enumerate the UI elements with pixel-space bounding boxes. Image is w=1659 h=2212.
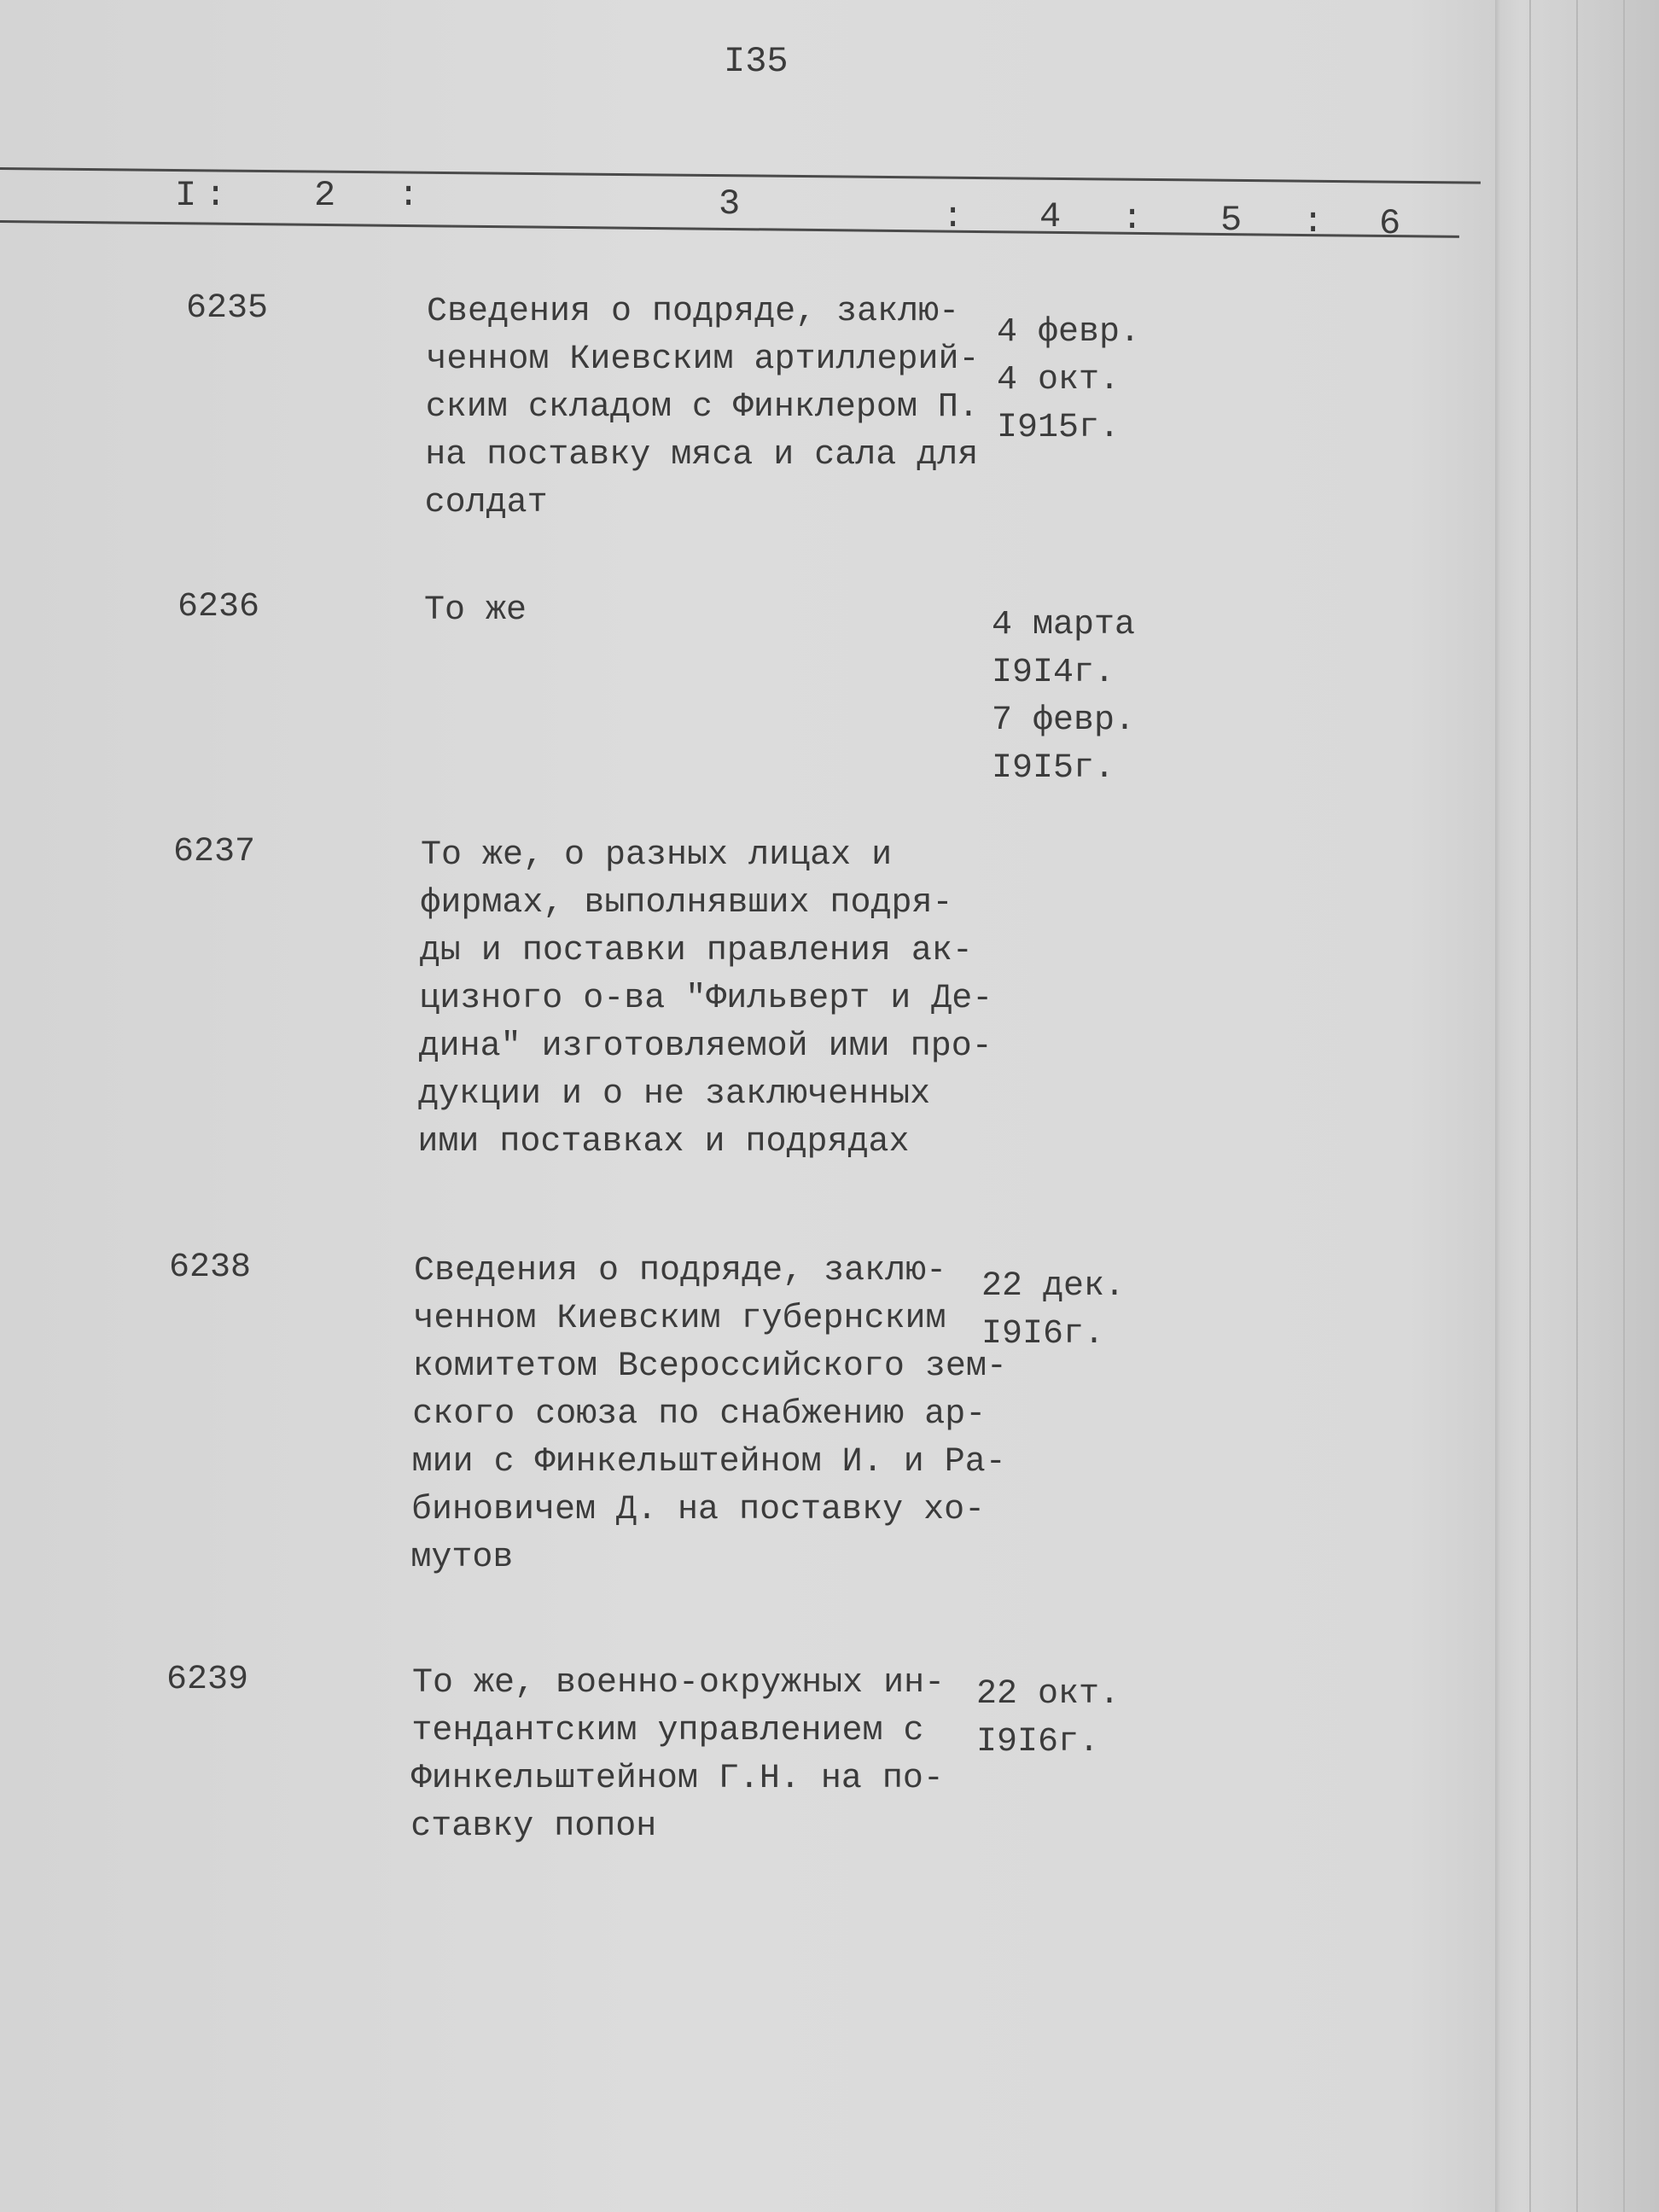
entry-description-line: комитетом Всероссийского зем- bbox=[412, 1348, 1007, 1386]
page-number: I35 bbox=[724, 41, 789, 82]
entry-description-line: То же bbox=[424, 591, 527, 630]
entry-description-line: мутов bbox=[410, 1539, 514, 1577]
entry-date-line: I9I6г. bbox=[981, 1315, 1105, 1353]
column-separator: : bbox=[205, 175, 227, 216]
entry-date-line: I915г. bbox=[997, 409, 1121, 447]
entry-description-line: То же, о разных лицах и bbox=[421, 836, 893, 875]
entry-date-line: 22 дек. bbox=[981, 1267, 1126, 1306]
page-edge-line bbox=[1529, 0, 1531, 2212]
entry-description-line: Финкельштейном Г.Н. на по- bbox=[410, 1760, 944, 1798]
entry-date-line: 7 февр. bbox=[992, 701, 1136, 740]
column-header-1: I bbox=[175, 175, 197, 216]
entry-description-line: солдат bbox=[424, 484, 548, 522]
entry-number: 6239 bbox=[166, 1661, 249, 1699]
entry-date-line: 4 окт. bbox=[997, 361, 1121, 399]
entry-date-line: I9I6г. bbox=[976, 1723, 1100, 1761]
entry-date-line: 4 февр. bbox=[997, 313, 1141, 352]
entry-description-line: ского союза по снабжению ар- bbox=[412, 1395, 987, 1434]
page-stack-edge bbox=[1495, 0, 1659, 2212]
entry-description-line: Сведения о подряде, заклю- bbox=[414, 1252, 947, 1290]
entry-description-line: ды и поставки правления ак- bbox=[419, 932, 973, 970]
entry-number: 6236 bbox=[178, 588, 260, 626]
entry-description-line: ченном Киевским артиллерий- bbox=[426, 341, 980, 379]
entry-description-line: дина" изготовляемой ими про- bbox=[418, 1027, 992, 1066]
column-header-3: 3 bbox=[719, 183, 741, 224]
entry-number: 6238 bbox=[169, 1249, 252, 1287]
entry-description-line: То же, военно-окружных ин- bbox=[412, 1664, 946, 1703]
entry-number: 6235 bbox=[186, 289, 269, 328]
column-separator: : bbox=[398, 175, 420, 216]
entry-description-line: фирмах, выполнявших подря- bbox=[420, 884, 953, 923]
entry-date-line: I9I5г. bbox=[992, 749, 1115, 788]
column-header-2: 2 bbox=[314, 175, 336, 216]
entry-date-line: I9I4г. bbox=[992, 654, 1115, 692]
column-header-5: 5 bbox=[1220, 200, 1243, 241]
entry-date-line: 4 марта bbox=[992, 606, 1136, 644]
entry-date-line: 22 окт. bbox=[976, 1675, 1121, 1714]
entry-description-line: цизного о-ва "Фильверт и Де- bbox=[419, 980, 993, 1018]
entry-description-line: ченном Киевским губернским bbox=[413, 1300, 946, 1338]
entry-description-line: дукции и о не заключенных bbox=[418, 1075, 931, 1114]
entry-description-line: ими поставках и подрядах bbox=[417, 1123, 910, 1161]
entry-description-line: ставку попон bbox=[410, 1807, 657, 1846]
page-edge-line bbox=[1623, 0, 1625, 2212]
column-header-6: 6 bbox=[1379, 203, 1401, 244]
column-separator: : bbox=[1302, 201, 1324, 242]
entry-description-line: мии с Финкельштейном И. и Ра- bbox=[411, 1443, 1006, 1481]
column-header-4: 4 bbox=[1039, 196, 1062, 237]
entry-number: 6237 bbox=[173, 833, 256, 871]
entry-description-line: ским складом с Финклером П. bbox=[425, 388, 979, 427]
column-separator: : bbox=[942, 196, 964, 237]
page-edge-line bbox=[1576, 0, 1578, 2212]
entry-description-line: на поставку мяса и сала для bbox=[425, 436, 979, 474]
entry-description-line: тендантским управлением с bbox=[411, 1712, 924, 1750]
column-separator: : bbox=[1121, 198, 1144, 239]
entry-description-line: Сведения о подряде, заклю- bbox=[427, 293, 960, 331]
entry-description-line: биновичем Д. на поставку хо- bbox=[411, 1491, 986, 1529]
